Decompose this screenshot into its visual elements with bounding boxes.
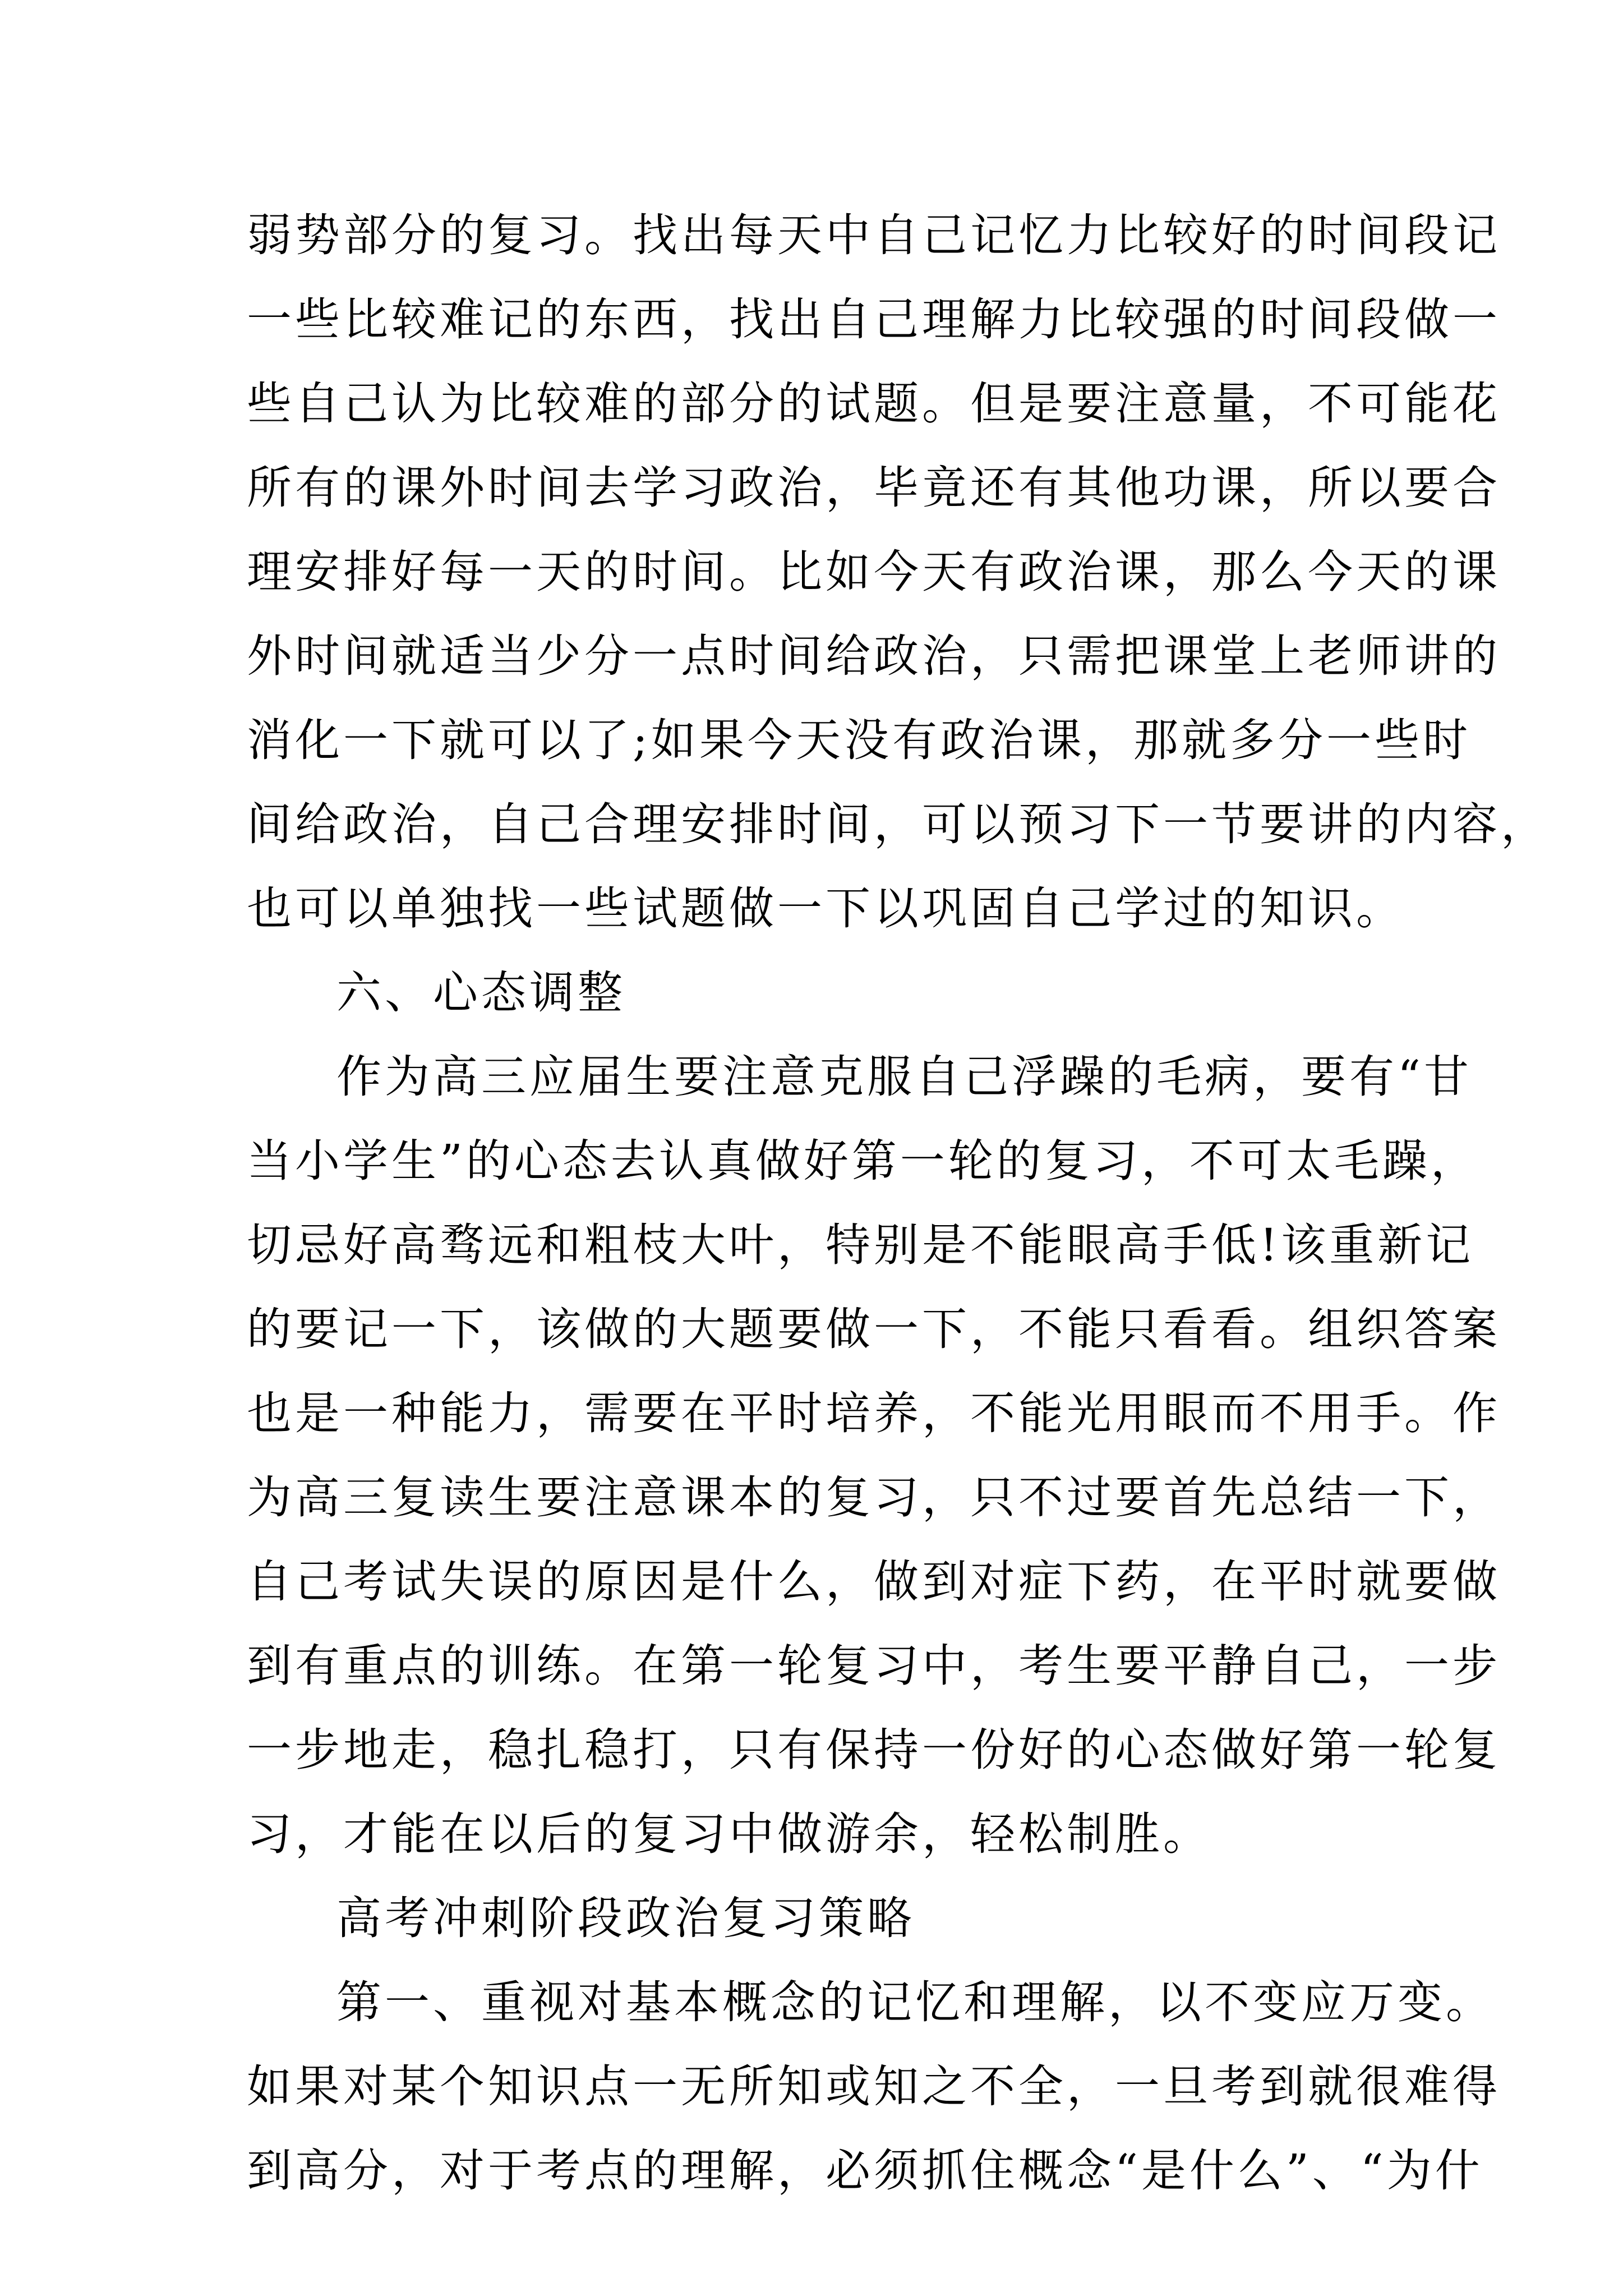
body-line: 理安排好每一天的时间。比如今天有政治课，那么今天的课 xyxy=(247,546,1501,598)
body-line: 为高三复读生要注意课本的复习，只不过要首先总结一下， xyxy=(247,1471,1501,1524)
body-line: 一些比较难记的东西，找出自己理解力比较强的时间段做一 xyxy=(247,293,1501,346)
body-line: 外时间就适当少分一点时间给政治，只需把课堂上老师讲的 xyxy=(247,630,1501,682)
body-line: 第一、重视对基本概念的记忆和理解，以不变应万变。 xyxy=(336,1976,1494,2028)
body-line: 习，才能在以后的复习中做游余，轻松制胜。 xyxy=(247,1808,1211,1860)
body-line: 也可以单独找一些试题做一下以巩固自己学过的知识。 xyxy=(247,882,1404,935)
body-line: 作为高三应届生要注意克服自己浮躁的毛病，要有“甘 xyxy=(336,1051,1472,1103)
body-line: 到有重点的训练。在第一轮复习中，考生要平静自己，一步 xyxy=(247,1640,1501,1692)
section-heading: 六、心态调整 xyxy=(336,967,626,1019)
body-line: 自己考试失误的原因是什么，做到对症下药，在平时就要做 xyxy=(247,1556,1501,1608)
body-line: 些自己认为比较难的部分的试题。但是要注意量，不可能花 xyxy=(247,378,1501,430)
body-line: 当小学生”的心态去认真做好第一轮的复习，不可太毛躁， xyxy=(247,1135,1479,1187)
body-line: 到高分，对于考点的理解，必须抓住概念“是什么”、“为什 xyxy=(247,2145,1483,2197)
body-line: 切忌好高骛远和粗枝大叶，特别是不能眼高手低!该重新记 xyxy=(247,1219,1474,1271)
body-line: 消化一下就可以了;如果今天没有政治课，那就多分一些时 xyxy=(247,714,1471,766)
body-line: 间给政治，自己合理安排时间，可以预习下一节要讲的内容， xyxy=(247,798,1549,850)
body-line: 所有的课外时间去学习政治，毕竟还有其他功课，所以要合 xyxy=(247,462,1501,514)
body-line: 如果对某个知识点一无所知或知之不全，一旦考到就很难得 xyxy=(247,2060,1501,2113)
body-line: 的要记一下，该做的大题要做一下，不能只看看。组织答案 xyxy=(247,1303,1501,1355)
body-line: 弱势部分的复习。找出每天中自己记忆力比较好的时间段记 xyxy=(247,209,1501,261)
body-line: 一步地走，稳扎稳打，只有保持一份好的心态做好第一轮复 xyxy=(247,1724,1501,1776)
article-subtitle: 高考冲刺阶段政治复习策略 xyxy=(336,1892,915,1944)
body-line: 也是一种能力，需要在平时培养，不能光用眼而不用手。作 xyxy=(247,1387,1501,1439)
